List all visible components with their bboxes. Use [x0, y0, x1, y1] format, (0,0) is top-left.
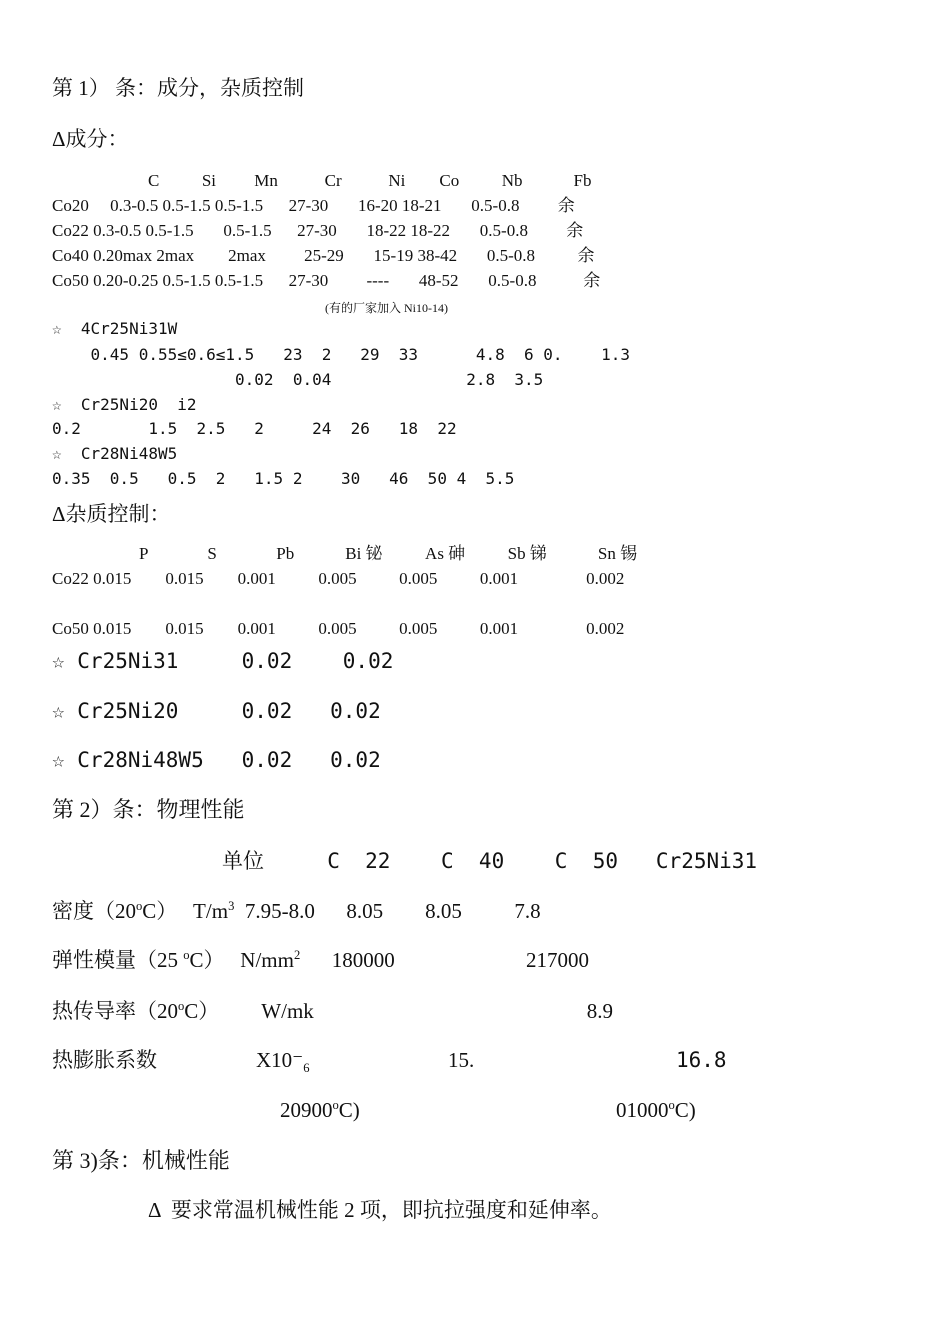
- thermal-conductivity-unit: C） W/mk: [184, 999, 314, 1023]
- density-unit-sup: 3: [228, 899, 235, 913]
- thermal-conductivity-row: 热传导率（20$^o$C） W/mk 8.9: [52, 999, 614, 1023]
- expansion-temp: 20900$^o$C): [280, 1098, 360, 1122]
- density-label: 密度（20: [52, 899, 136, 923]
- impurity-header: P S Pb Bi 铋 As 砷 Sb 锑 Sn 锡: [139, 544, 638, 563]
- alloy-name: ☆ Cr25Ni20 i2: [52, 395, 197, 414]
- composition-row: Co20 0.3-0.5 0.5-1.5 0.5-1.5 27-30 16-20 18-21 0.5-0.8 余: [52, 196, 575, 215]
- composition-header: C Si Mn Cr Ni Co Nb Fb: [148, 171, 592, 190]
- elastic-unit: C） N/mm: [189, 948, 294, 972]
- impurity-row: Co22 0.015 0.015 0.001 0.005 0.005 0.001 0.002: [52, 569, 625, 588]
- density-unit: C） T/m: [142, 899, 229, 923]
- composition-row: Co22 0.3-0.5 0.5-1.5 0.5-1.5 27-30 18-22 18-22 0.5-0.8 余: [52, 221, 584, 240]
- section1-heading: 第 1） 条：成分，杂质控制: [52, 76, 304, 100]
- impurity-alloy: ☆ Cr28Ni48W5 0.02 0.02: [52, 748, 381, 772]
- impurity-row: Co50 0.015 0.015 0.001 0.005 0.005 0.001 0.002: [52, 619, 625, 638]
- expansion-label: 热膨胀系数: [52, 1048, 157, 1072]
- expansion-value: 15.: [448, 1048, 475, 1072]
- density-values: 7.95-8.0 8.05 8.05 7.8: [234, 899, 541, 923]
- expansion-temp: 01000$^o$C): [616, 1098, 696, 1122]
- section3-note: Δ 要求常温机械性能 2 项，即抗拉强度和延伸率。: [148, 1198, 612, 1222]
- alloy-name: ☆ 4Cr25Ni31W: [52, 319, 178, 338]
- thermal-conductivity-values: 8.9: [313, 999, 614, 1023]
- composition-heading: Δ成分：: [52, 127, 129, 151]
- composition-note: (有的厂家加入 Ni10-14): [325, 301, 448, 315]
- thermal-conductivity-label: 热传导率（20: [52, 999, 178, 1023]
- impurity-heading: Δ杂质控制：: [52, 502, 171, 526]
- density-row: 密度（20$^o$C） $T/m^3$ 7.95-8.0 8.05 8.05 7.8: [52, 899, 541, 923]
- expansion-value: 16.8: [676, 1048, 727, 1072]
- elastic-row: 弹性模量（25 $^o$C） $N/mm^2$ 180000 217000: [52, 948, 590, 972]
- section3-heading: 第 3)条：机械性能: [52, 1148, 230, 1173]
- expansion-unit-sub: 6: [303, 1061, 310, 1076]
- elastic-label: 弹性模量（25: [52, 948, 184, 972]
- physical-table-header: 单位 C 22 C 40 C 50 Cr25Ni31: [222, 849, 758, 873]
- alloy-values: 0.02 0.04 2.8 3.5: [52, 370, 544, 389]
- alloy-values: 0.35 0.5 0.5 2 1.5 2 30 46 50 4 5.5: [52, 469, 515, 488]
- section2-heading: 第 2）条：物理性能: [52, 797, 245, 822]
- elastic-unit-sup: 2: [293, 948, 301, 962]
- alloy-values: 0.45 0.55≤0.6≤1.5 23 2 29 33 4.8 6 0. 1.3: [52, 345, 630, 364]
- elastic-values: 180000 217000: [300, 948, 590, 972]
- alloy-name: ☆ Cr28Ni48W5: [52, 444, 178, 463]
- expansion-unit: $X10^-_6$: [256, 1048, 310, 1076]
- composition-row: Co50 0.20-0.25 0.5-1.5 0.5-1.5 27-30 ---- 48-52 0.5-0.8 余: [52, 271, 601, 290]
- composition-row: Co40 0.20max 2max 2max 25-29 15-19 38-42 0.5-0.8 余: [52, 246, 595, 265]
- alloy-values: 0.2 1.5 2.5 2 24 26 18 22: [52, 419, 457, 438]
- impurity-alloy: ☆ Cr25Ni20 0.02 0.02: [52, 699, 381, 723]
- impurity-alloy: ☆ Cr25Ni31 0.02 0.02: [52, 649, 394, 673]
